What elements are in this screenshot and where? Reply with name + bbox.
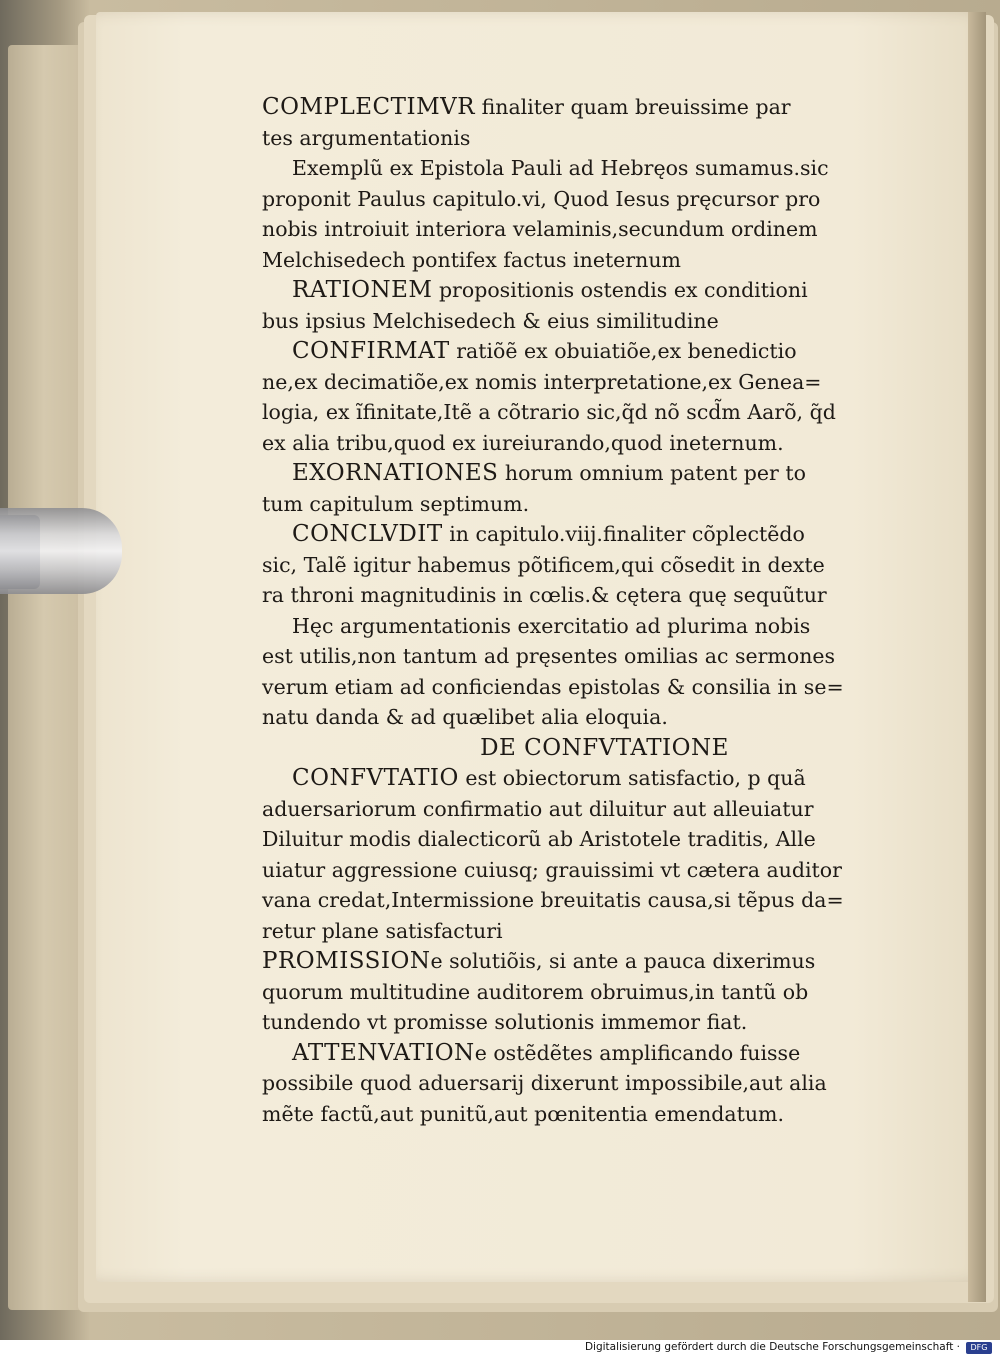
line-text: aduersariorum confirmatio aut diluitur aut alleuiatur <box>262 796 814 821</box>
line-text: quorum multitudine auditorem obruimus,in tantũ ob <box>262 979 809 1004</box>
line-text: Hęc argumentationis exercitatio ad plurima nobis <box>292 613 811 638</box>
line-text: bus ipsius Melchisedech & eius similitudine <box>262 308 719 333</box>
text-line <box>262 733 907 764</box>
text-line <box>262 824 907 855</box>
line-text: tes argumentationis <box>262 125 471 150</box>
text-line <box>262 916 907 947</box>
text-line <box>262 367 907 398</box>
text-line <box>262 519 907 550</box>
capital-word: RATIONEM <box>292 277 433 303</box>
line-text: sic, Talẽ igitur habemus põtificem,qui cõsedit in dexte <box>262 552 825 577</box>
line-text: logia, ex ĩfinitate,Itẽ a cõtrario sic,q̃d nõ scd̃m Aarõ, q̃d <box>262 400 836 424</box>
text-line <box>262 672 907 703</box>
line-text: uiatur aggressione cuiusq; grauissimi vt cætera auditor <box>262 857 842 882</box>
page-clip <box>0 508 122 594</box>
capital-word: CONCLVDIT <box>292 521 443 547</box>
line-text: propositionis ostendis ex conditioni <box>432 278 808 302</box>
footer-bar <box>0 1340 1000 1356</box>
page-gutter <box>968 12 986 1302</box>
line-text: proponit Paulus capitulo.vi, Quod Iesus pręcursor pro <box>262 186 821 211</box>
line-text: possibile quod aduersarij dixerunt impossibile,aut alia <box>262 1071 827 1095</box>
text-line <box>262 855 907 886</box>
line-text: Melchisedech pontifex factus ineternum <box>262 247 681 272</box>
text-line <box>262 580 907 611</box>
line-text: in capitulo.viij.finaliter cõplectẽdo <box>442 522 805 546</box>
line-text: nobis introiuit interiora velaminis,secundum ordinem <box>262 217 818 241</box>
line-text: natu danda & ad quælibet alia eloquia. <box>262 705 668 729</box>
text-line <box>262 245 907 276</box>
text-line <box>262 1099 907 1130</box>
text-line <box>262 336 907 367</box>
capital-word: COMPLECTIMVR <box>262 94 476 120</box>
text-line <box>262 611 907 642</box>
line-text: retur plane satisfacturi <box>262 918 503 943</box>
dfg-logo: DFG <box>966 1342 992 1354</box>
line-text: mẽte factũ,aut punitũ,aut pœnitentia emendatum. <box>262 1101 785 1126</box>
line-text: est utilis,non tantum ad pręsentes omilias ac sermones <box>262 644 836 668</box>
text-line <box>262 641 907 672</box>
text-line <box>262 397 907 428</box>
text-line <box>262 489 907 520</box>
capital-word: PROMISSION <box>262 948 431 974</box>
line-text: verum etiam ad conficiendas epistolas & consilia in se= <box>262 674 844 699</box>
text-line <box>262 275 907 306</box>
capital-word: CONFVTATIO <box>292 765 459 791</box>
page-text <box>262 92 907 1129</box>
line-text: tundendo vt promisse solutionis immemor fiat. <box>262 1010 748 1034</box>
line-text: horum omnium patent per to <box>498 461 806 485</box>
text-line <box>262 1038 907 1069</box>
line-text: e solutiõis, si ante a pauca dixerimus <box>430 949 816 973</box>
text-line <box>262 763 907 794</box>
line-text: finaliter quam breuissime par <box>475 95 791 119</box>
line-text: tum capitulum septimum. <box>262 491 530 516</box>
capital-word: CONFIRMAT <box>292 338 450 364</box>
text-line <box>262 1068 907 1099</box>
capital-word: ATTENVATION <box>292 1039 475 1066</box>
text-line <box>262 1007 907 1038</box>
text-line <box>262 458 907 489</box>
line-text: vana credat,Intermissione breuitatis causa,si tẽpus da= <box>262 888 844 912</box>
text-line <box>262 946 907 977</box>
capital-word: EXORNATIONES <box>292 460 499 486</box>
text-line <box>262 214 907 245</box>
line-text: ratiõẽ ex obuiatiõe,ex benedictio <box>449 339 797 363</box>
line-text: e ostẽdẽtes amplificando fuisse <box>474 1040 801 1065</box>
text-line <box>262 306 907 337</box>
capital-word: DE CONFVTATIONE <box>480 734 729 761</box>
text-line <box>262 702 907 733</box>
footer-credit: Digitalisierung gefördert durch die Deutsche Forschungsgemeinschaft · <box>584 1341 960 1353</box>
text-line <box>262 92 907 123</box>
text-line <box>262 885 907 916</box>
line-text: ex alia tribu,quod ex iureiurando,quod ineternum. <box>262 430 784 455</box>
text-line <box>262 184 907 215</box>
line-text: ne,ex decimatiõe,ex nomis interpretatione,ex Genea= <box>262 369 822 394</box>
text-line <box>262 428 907 459</box>
text-line <box>262 123 907 154</box>
line-text: Diluitur modis dialecticorũ ab Aristotele traditis, Alle <box>262 827 816 851</box>
line-text: est obiectorum satisfactio, p quã <box>458 766 806 790</box>
text-line <box>262 794 907 825</box>
text-line <box>262 153 907 184</box>
text-line <box>262 550 907 581</box>
line-text: Exemplũ ex Epistola Pauli ad Hebręos sumamus.sic <box>292 156 829 180</box>
line-text: ra throni magnitudinis in cœlis.& cętera quę sequũtur <box>262 583 827 607</box>
text-line <box>262 977 907 1008</box>
